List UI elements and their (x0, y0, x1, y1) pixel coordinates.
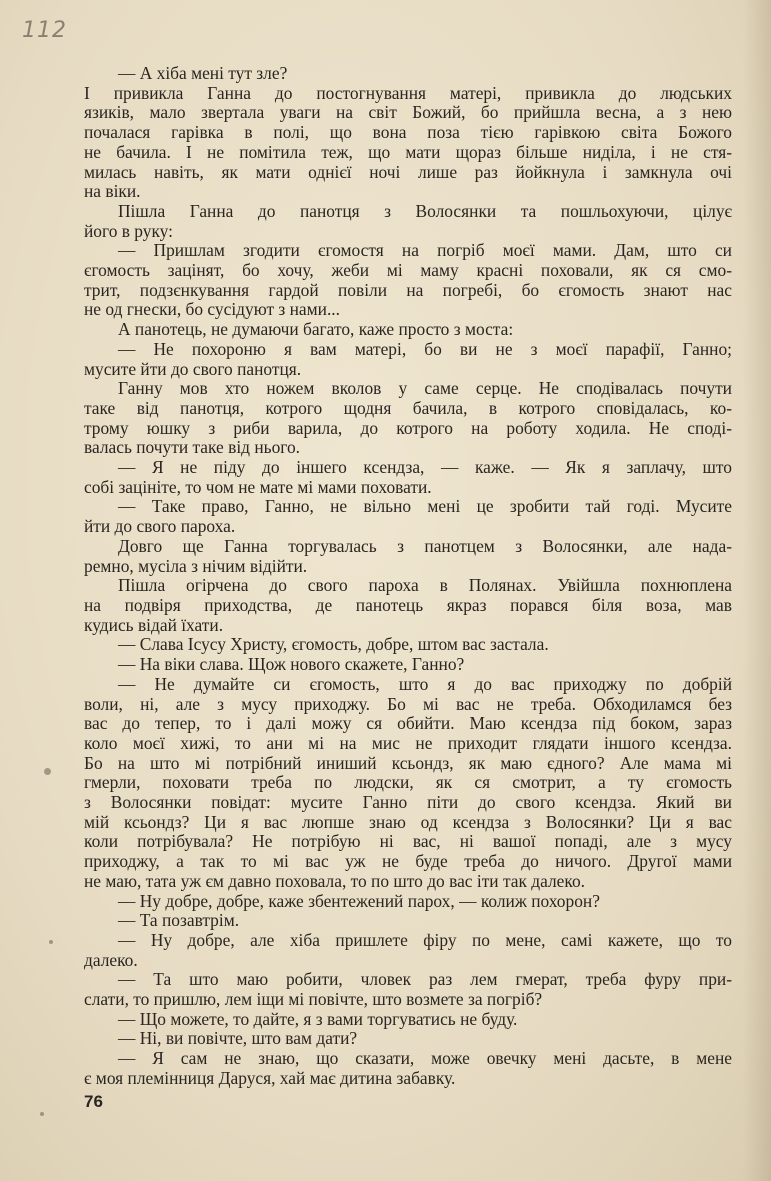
text-line: Бо на што мі потрібний иниший ксьондз, як маю єдного? Але мама мі (84, 752, 732, 773)
text-line: — Я не піду до іншего ксендза, — каже. — Як я заплачу, што (118, 457, 732, 478)
text-line: А панотець, не думаючи багато, каже просто з моста: (118, 319, 514, 340)
text-line: — На віки слава. Щож нового скажете, Ганно? (118, 654, 465, 675)
text-line: ремно, мусіла з нічим відійти. (84, 555, 308, 576)
text-line: — Слава Ісусу Христу, єгомость, добре, штом вас застала. (118, 634, 549, 655)
text-line: вас до тепер, то і далі можу ся обийти. Маю ксендза під боком, зараз (84, 713, 732, 734)
text-line: — Не думайте си єгомость, што я до вас приходжу по добрій (118, 673, 732, 694)
text-line: з Волосянки повідат: мусите Ганно піти до свого ксендза. Який ви (84, 792, 732, 813)
text-line: Довго ще Ганна торгувалась з панотцем з Волосянки, але нада- (118, 535, 732, 556)
text-line: — Ну добре, добре, каже збентежений парох, — колиж похорон? (118, 890, 600, 911)
text-line: — Ні, ви повічте, што вам дати? (118, 1028, 358, 1049)
text-line: гмерли, поховати треба по людски, як ся смотрит, а ту єгомость (84, 772, 732, 793)
text-line: не бачила. І не помітила теж, що мати щораз більше ниділа, і не стя- (84, 141, 732, 162)
text-line: не од гнески, бо сусідуют з нами... (84, 299, 341, 320)
text-line: — Пришлам згодити єгомостя на погріб моєї мами. Дам, што си (118, 240, 732, 261)
text-line: мусите йти до свого панотця. (84, 358, 302, 379)
text-line: І привикла Ганна до постогнування матері, привикла до людських (84, 82, 732, 103)
text-line: не маю, тата уж єм давно поховала, то по што до вас іти так далеко. (84, 870, 586, 891)
text-line: таке від панотця, котрого щодня бачила, в котрого сповідалась, ко- (84, 397, 732, 418)
text-line: мій ксьондз? Ци я вас люпше знаю од ксендза з Волосянки? Ци я вас (84, 811, 732, 832)
text-line: — Що можете, то дайте, я з вами торгуватись не буду. (118, 1008, 518, 1029)
text-line: Ганну мов хто ножем вколов у саме серце. Не сподівалась почути (118, 378, 732, 399)
text-line: на подвіря приходства, де панотець якраз порався біля воза, мав (84, 594, 732, 615)
ink-speck (40, 1112, 44, 1116)
text-line: собі зацініте, то чом не мате мі мами поховати. (84, 476, 432, 497)
text-line: єгомость зацінят, бо хочу, жеби мі маму красні поховали, як ся смо- (84, 260, 732, 281)
text-line: його в руку: (84, 220, 173, 241)
text-line: язиків, мало звертала уваги на світ Божий, бо прийшла весна, а з нею (84, 102, 732, 123)
text-line: далеко. (84, 949, 138, 970)
text-line: — Ну добре, але хіба пришлете фіру по мене, самі кажете, що то (118, 929, 732, 950)
text-line: почалася гарівка в полі, що вона поза тією гарівкою світа Божого (84, 122, 732, 143)
text-line: трит, подзєнкування гардой повіли на погребі, бо єгомость знают нас (84, 279, 732, 300)
text-line: Пішла огірчена до свого пароха в Полянах. Увійшла похнюплена (118, 575, 732, 596)
text-line: коли потрібувала? Не потрібую ні вас, ні вашої попаді, але з мусу (84, 831, 732, 852)
ink-speck (44, 768, 51, 775)
text-line: милась навіть, як мати однієї ночі лише раз йойкнула і замкнула очі (84, 161, 732, 182)
text-line: — Я сам не знаю, що сказати, може овечку мені дасьте, в мене (118, 1048, 732, 1069)
body-text (84, 64, 732, 1089)
handwritten-page-number: 112 (22, 18, 67, 43)
text-line: — Не похороню я вам матері, бо ви не з моєї парафії, Ганно; (118, 338, 732, 359)
text-line: на віки. (84, 181, 141, 202)
text-line: трому юшку з риби варила, до котрого на роботу ходила. Не споді- (84, 417, 732, 438)
text-line: воли, ні, але з мусу приходжу. Бо мі вас не треба. Обходиламся без (84, 693, 732, 714)
text-line: Пішла Ганна до панотця з Волосянки та пошльохуючи, цілує (118, 200, 732, 221)
text-line: коло моєї хижі, то ани мі на мис не приходит глядати іншого ксендза. (84, 732, 732, 753)
text-line: слати, то пришлю, лем іщи мі повічте, што возмете за погріб? (84, 989, 543, 1010)
text-line: кудись відай їхати. (84, 614, 224, 635)
ink-speck (49, 940, 53, 944)
text-line: приходжу, а так то мі вас уж не буде треба до ничого. Другої мами (84, 851, 732, 872)
text-line: — А хіба мені тут зле? (118, 63, 288, 83)
text-line: — Та позавтрім. (118, 910, 240, 931)
text-line: йти до свого пароха. (84, 516, 236, 537)
text-line: є моя племінниця Даруся, хай має дитина забавку. (84, 1067, 456, 1088)
page-number: 76 (84, 1092, 103, 1111)
text-line: — Та што маю робити, чловек раз лем гмерат, треба фуру при- (118, 969, 732, 990)
text-line: — Таке право, Ганно, не вільно мені це зробити тай годі. Мусите (118, 496, 732, 517)
text-line: валась почути таке від нього. (84, 437, 301, 458)
